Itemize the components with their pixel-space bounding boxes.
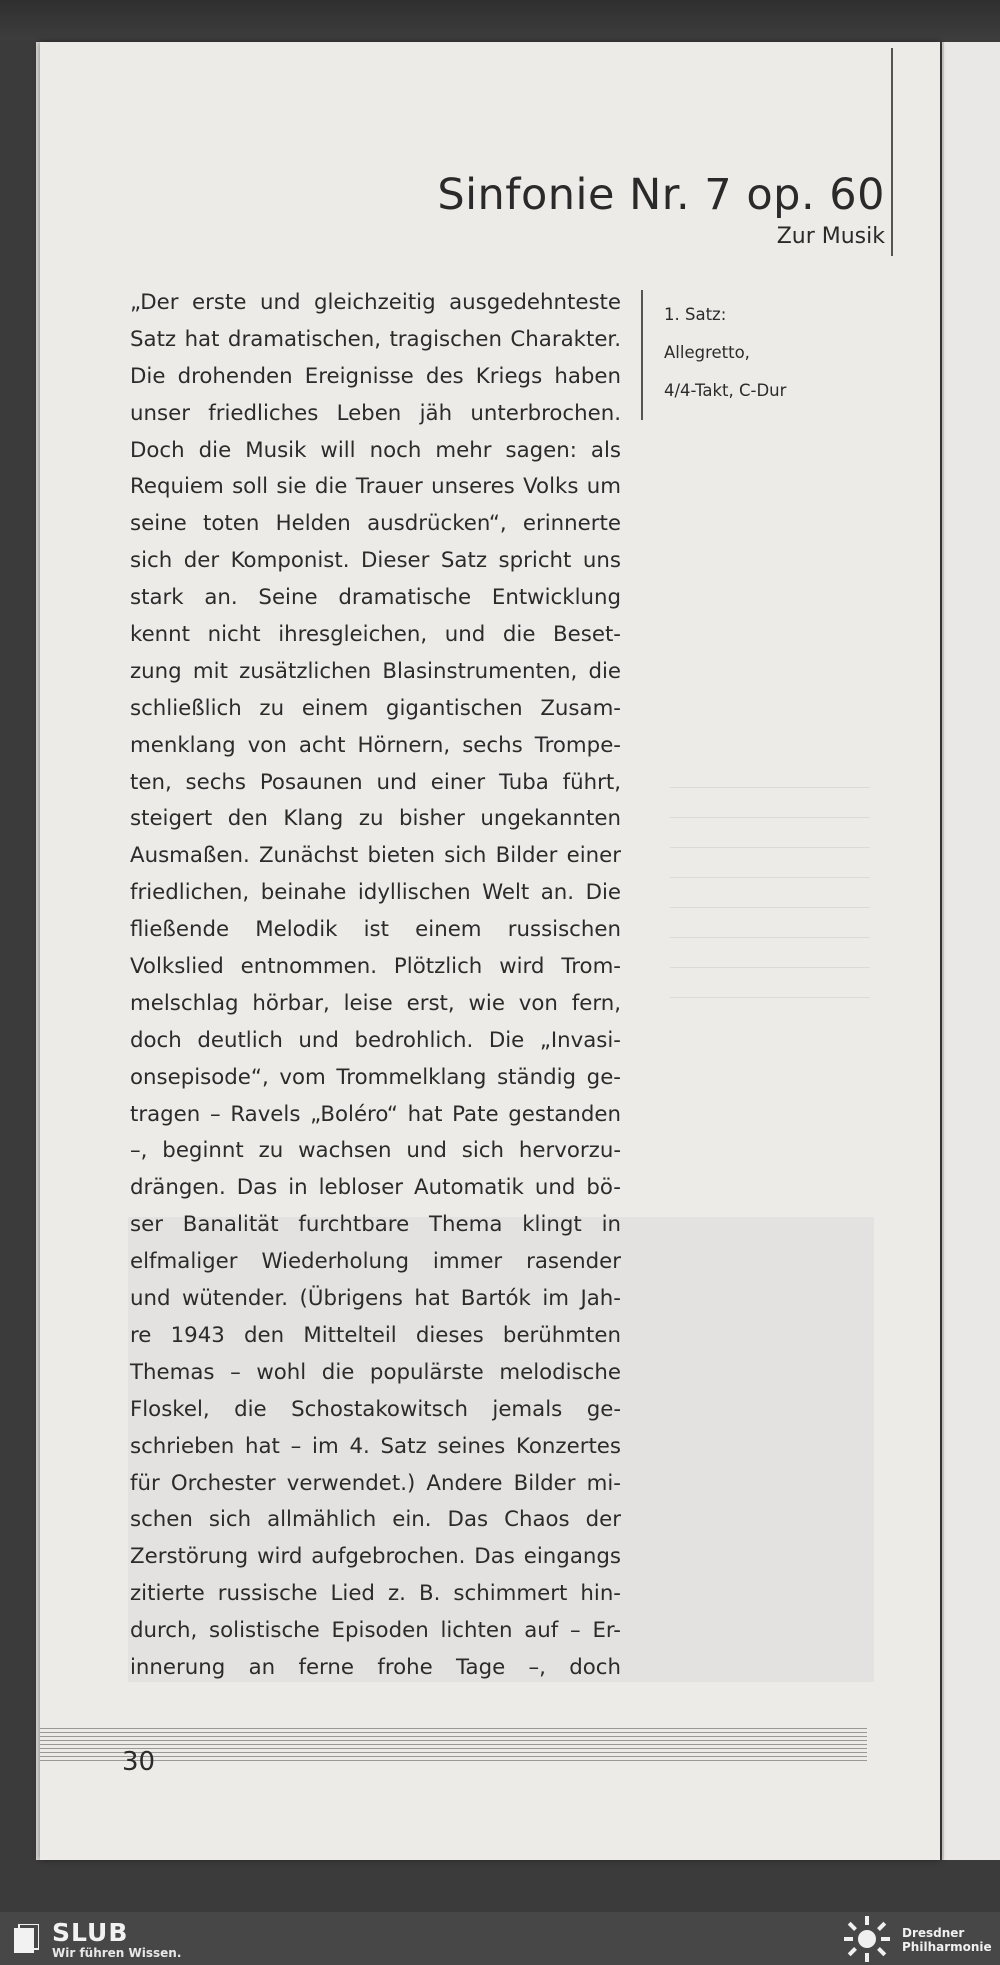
bleed-through-line <box>670 907 870 908</box>
bleed-through-line <box>670 967 870 968</box>
body-line: Ausmaßen. Zunächst bieten sich Bilder einer <box>130 843 621 869</box>
page-number: 30 <box>122 1747 156 1777</box>
dresdner-philharmonie-logo-icon[interactable] <box>842 1916 892 1962</box>
slub-logo-icon[interactable] <box>14 1924 39 1953</box>
body-line: kennt nicht ihresgleichen, und die Beset- <box>130 622 621 648</box>
margin-note-line: Allegretto, <box>664 343 750 362</box>
slub-tagline: Wir führen Wissen. <box>52 1946 182 1960</box>
body-line: ser Banalität furchtbare Thema klingt in <box>130 1212 621 1238</box>
body-line: unser friedliches Leben jäh unterbrochen. <box>130 400 621 426</box>
body-line: –, beginnt zu wachsen und sich hervorzu- <box>130 1138 621 1164</box>
body-line: melschlag hörbar, leise erst, wie von fern, <box>130 990 621 1016</box>
body-line: Zerstörung wird aufgebrochen. Das eingangs <box>130 1544 621 1570</box>
body-line: fließende Melodik ist einem russischen <box>130 917 621 943</box>
slub-brand[interactable]: SLUB <box>52 1918 129 1947</box>
body-line: tragen – Ravels „Boléro“ hat Pate gestanden <box>130 1101 621 1127</box>
body-line: schrieben hat – im 4. Satz seines Konzertes <box>130 1433 621 1459</box>
dp-brand-line1: Dresdner <box>902 1926 965 1940</box>
page-subtitle: Zur Musik <box>776 224 885 249</box>
dresdner-philharmonie-brand[interactable] <box>902 1926 992 1954</box>
body-line: Die drohenden Ereignisse des Kriegs haben <box>130 363 621 389</box>
body-line: re 1943 den Mittelteil dieses berühmten <box>130 1322 621 1348</box>
body-line: friedlichen, beinahe idyllischen Welt an. Die <box>130 880 621 906</box>
body-line: durch, solistische Episoden lichten auf – Er- <box>130 1618 621 1644</box>
margin-note-rule <box>641 290 643 420</box>
body-line: „Der erste und gleichzeitig ausgedehnteste <box>130 290 621 315</box>
scan-background-top <box>0 0 1000 40</box>
body-line: elfmaliger Wiederholung immer rasender <box>130 1249 621 1275</box>
body-line: sich der Komponist. Dieser Satz spricht uns <box>130 548 621 574</box>
body-line: doch deutlich und bedrohlich. Die „Invasi- <box>130 1027 621 1053</box>
body-line: seine toten Helden ausdrücken“, erinnerte <box>130 511 621 537</box>
dp-brand-line2: Philharmonie <box>902 1940 992 1954</box>
body-line: onsepisode“, vom Trommelklang ständig ge- <box>130 1064 621 1090</box>
margin-note-line: 1. Satz: <box>664 305 727 324</box>
body-line: zitierte russische Lied z. B. schimmert hin- <box>130 1581 621 1607</box>
body-line: Themas – wohl die populärste melodische <box>130 1359 621 1385</box>
document-page <box>40 42 940 1860</box>
body-line: Floskel, die Schostakowitsch jemals ge- <box>130 1396 621 1422</box>
body-line: Doch die Musik will noch mehr sagen: als <box>130 437 621 463</box>
bleed-through-line <box>670 997 870 998</box>
body-line: menklang von acht Hörnern, sechs Trompe- <box>130 732 621 758</box>
footer-rules <box>40 1728 867 1764</box>
body-line: innerung an ferne frohe Tage –, doch <box>130 1654 621 1680</box>
body-line: Requiem soll sie die Trauer unseres Volks um <box>130 474 621 500</box>
body-line: Volkslied entnommen. Plötzlich wird Trom- <box>130 954 621 980</box>
header-vertical-rule <box>891 48 893 256</box>
bleed-through-line <box>670 877 870 878</box>
bleed-through-line <box>670 937 870 938</box>
body-line: drängen. Das in lebloser Automatik und bö- <box>130 1175 621 1201</box>
margin-note <box>664 296 786 410</box>
body-text <box>130 285 621 1687</box>
body-line: und wütender. (Übrigens hat Bartók im Jah- <box>130 1286 621 1312</box>
adjacent-page-edge <box>942 42 1000 1860</box>
body-line: für Orchester verwendet.) Andere Bilder mi- <box>130 1470 621 1496</box>
body-line: ten, sechs Posaunen und einer Tuba führt, <box>130 769 621 795</box>
body-line: steigert den Klang zu bisher ungekannten <box>130 806 621 832</box>
margin-note-line: 4/4-Takt, C-Dur <box>664 381 787 400</box>
body-line: schließlich zu einem gigantischen Zusam- <box>130 695 621 721</box>
bleed-through-line <box>670 787 870 788</box>
body-line: stark an. Seine dramatische Entwicklung <box>130 585 621 611</box>
bleed-through-line <box>670 817 870 818</box>
body-line: Satz hat dramatischen, tragischen Charakter. <box>130 326 621 352</box>
page-title: Sinfonie Nr. 7 op. 60 <box>437 170 885 220</box>
body-line: schen sich allmählich ein. Das Chaos der <box>130 1507 621 1533</box>
body-line: zung mit zusätzlichen Blasinstrumenten, die <box>130 658 621 684</box>
bleed-through-line <box>670 847 870 848</box>
